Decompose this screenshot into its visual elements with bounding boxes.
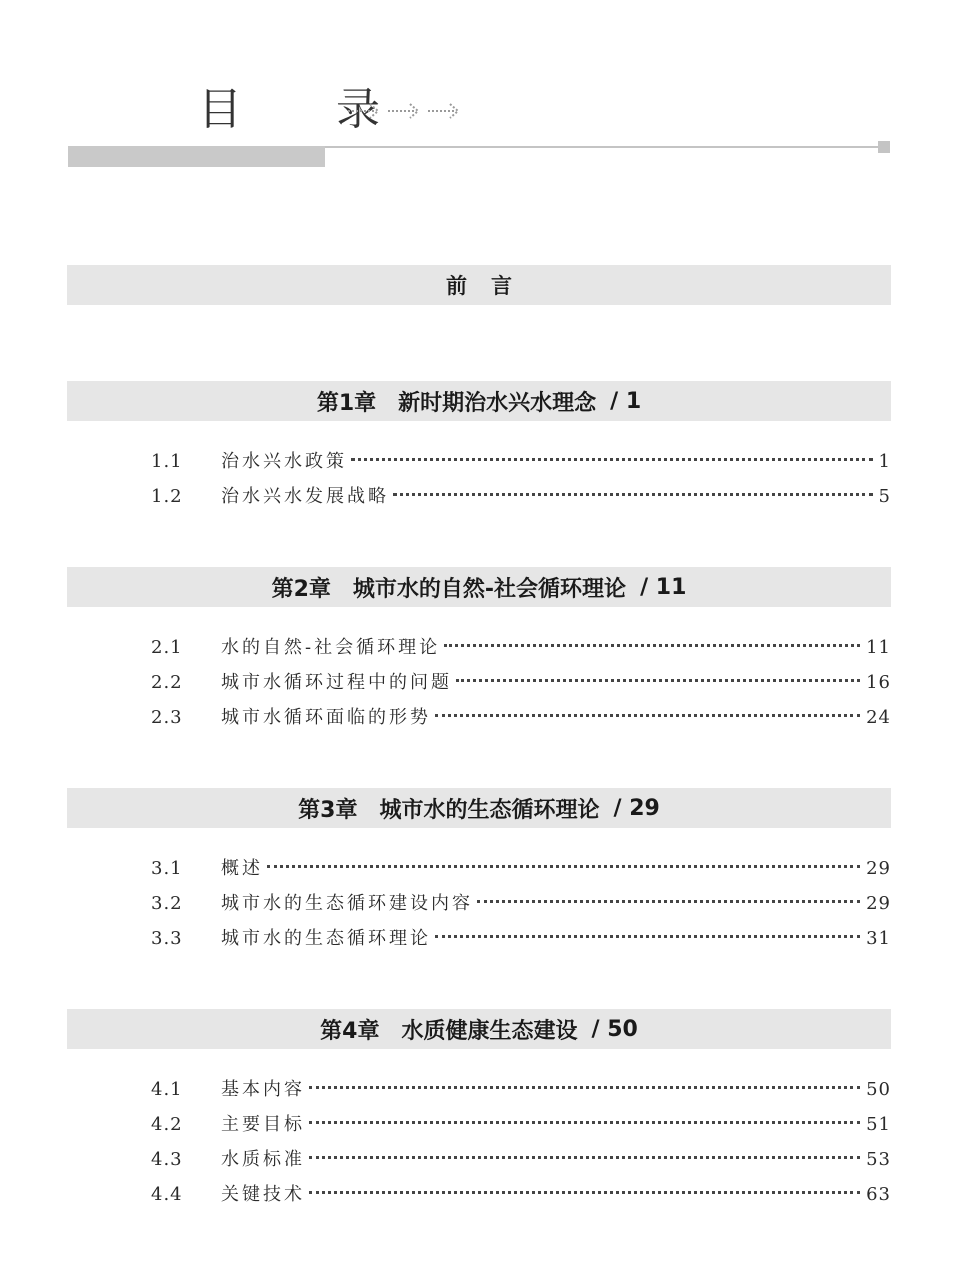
toc-entry[interactable] bbox=[67, 665, 891, 700]
chapter-label: 第1章 bbox=[316, 390, 377, 416]
preface-label: 前言 bbox=[446, 274, 536, 298]
section-page: 53 bbox=[866, 1149, 891, 1170]
chapter-page: / 1 bbox=[610, 388, 642, 414]
chapter-title: 城市水的自然-社会循环理论 bbox=[352, 576, 627, 602]
dot-leader bbox=[309, 1121, 860, 1124]
section-number: 3.2 bbox=[151, 893, 183, 914]
section-title: 城市水循环面临的形势 bbox=[221, 707, 431, 728]
chapter-1 bbox=[67, 381, 891, 514]
section-page: 16 bbox=[866, 672, 891, 693]
dotted-arrows-icon bbox=[346, 98, 470, 124]
chapter-3 bbox=[67, 788, 891, 956]
section-number: 2.3 bbox=[151, 707, 183, 728]
header-square bbox=[878, 141, 890, 153]
dot-leader bbox=[435, 935, 860, 938]
chapter-page: / 11 bbox=[640, 574, 687, 600]
section-title: 基本内容 bbox=[221, 1079, 305, 1100]
chapter-page: / 29 bbox=[613, 795, 660, 821]
section-title: 关键技术 bbox=[221, 1184, 305, 1205]
section-page: 50 bbox=[866, 1079, 891, 1100]
section-title: 水的自然-社会循环理论 bbox=[221, 637, 441, 658]
chapter-label: 第2章 bbox=[271, 576, 331, 602]
section-number: 4.3 bbox=[151, 1149, 183, 1170]
toc-entry[interactable] bbox=[67, 1072, 891, 1107]
page-title: 目 录 bbox=[198, 84, 420, 135]
chapter-label: 第3章 bbox=[298, 797, 358, 823]
header-gray-bar bbox=[68, 146, 325, 167]
chapter-page: / 50 bbox=[591, 1016, 638, 1042]
section-number: 4.4 bbox=[151, 1184, 183, 1205]
toc-entry[interactable] bbox=[67, 921, 891, 956]
section-title: 水质标准 bbox=[221, 1149, 305, 1170]
toc-entry[interactable] bbox=[67, 700, 891, 735]
toc-entry[interactable] bbox=[67, 851, 891, 886]
section-number: 4.2 bbox=[151, 1114, 183, 1135]
toc-entry[interactable] bbox=[67, 630, 891, 665]
section-page: 11 bbox=[866, 637, 891, 658]
dot-leader bbox=[309, 1191, 860, 1194]
toc bbox=[67, 265, 891, 1265]
chapter-heading[interactable] bbox=[67, 381, 891, 421]
chapter-title: 城市水的生态循环理论 bbox=[379, 797, 600, 823]
section-number: 3.1 bbox=[151, 858, 183, 879]
section-number: 4.1 bbox=[151, 1079, 183, 1100]
dot-leader bbox=[435, 714, 860, 717]
chapter-4 bbox=[67, 1009, 891, 1212]
section-page: 5 bbox=[878, 486, 891, 507]
chapter-title: 水质健康生态建设 bbox=[401, 1018, 578, 1044]
section-number: 1.1 bbox=[151, 451, 183, 472]
dot-leader bbox=[456, 679, 860, 682]
section-title: 城市水的生态循环理论 bbox=[221, 928, 431, 949]
toc-entry[interactable] bbox=[67, 1107, 891, 1142]
chapter-heading[interactable] bbox=[67, 567, 891, 607]
section-title: 主要目标 bbox=[221, 1114, 305, 1135]
chapter-heading[interactable] bbox=[67, 1009, 891, 1049]
section-page: 31 bbox=[866, 928, 891, 949]
section-page: 63 bbox=[866, 1184, 891, 1205]
section-number: 2.1 bbox=[151, 637, 183, 658]
section-number: 3.3 bbox=[151, 928, 183, 949]
toc-entry[interactable] bbox=[67, 1142, 891, 1177]
section-title: 治水兴水政策 bbox=[221, 451, 347, 472]
toc-entry[interactable] bbox=[67, 444, 891, 479]
section-title: 城市水的生态循环建设内容 bbox=[221, 893, 473, 914]
section-page: 24 bbox=[866, 707, 891, 728]
dot-leader bbox=[351, 458, 873, 461]
section-page: 51 bbox=[866, 1114, 891, 1135]
dot-leader bbox=[309, 1156, 860, 1159]
chapter-2 bbox=[67, 567, 891, 735]
dot-leader bbox=[477, 900, 860, 903]
toc-entry[interactable] bbox=[67, 479, 891, 514]
toc-entry[interactable] bbox=[67, 886, 891, 921]
dot-leader bbox=[267, 865, 860, 868]
section-page: 29 bbox=[866, 893, 891, 914]
preface-heading[interactable] bbox=[67, 265, 891, 305]
section-title: 概述 bbox=[221, 858, 263, 879]
dot-leader bbox=[309, 1086, 860, 1089]
section-number: 2.2 bbox=[151, 672, 183, 693]
chapter-label: 第4章 bbox=[320, 1018, 380, 1044]
section-title: 城市水循环过程中的问题 bbox=[221, 672, 452, 693]
section-page: 29 bbox=[866, 858, 891, 879]
section-number: 1.2 bbox=[151, 486, 183, 507]
section-page: 1 bbox=[878, 451, 891, 472]
header-rule bbox=[325, 146, 881, 148]
chapter-title: 新时期治水兴水理念 bbox=[398, 390, 597, 416]
chapter-heading[interactable] bbox=[67, 788, 891, 828]
section-title: 治水兴水发展战略 bbox=[221, 486, 389, 507]
toc-entry[interactable] bbox=[67, 1177, 891, 1212]
dot-leader bbox=[393, 493, 873, 496]
dot-leader bbox=[444, 644, 860, 647]
